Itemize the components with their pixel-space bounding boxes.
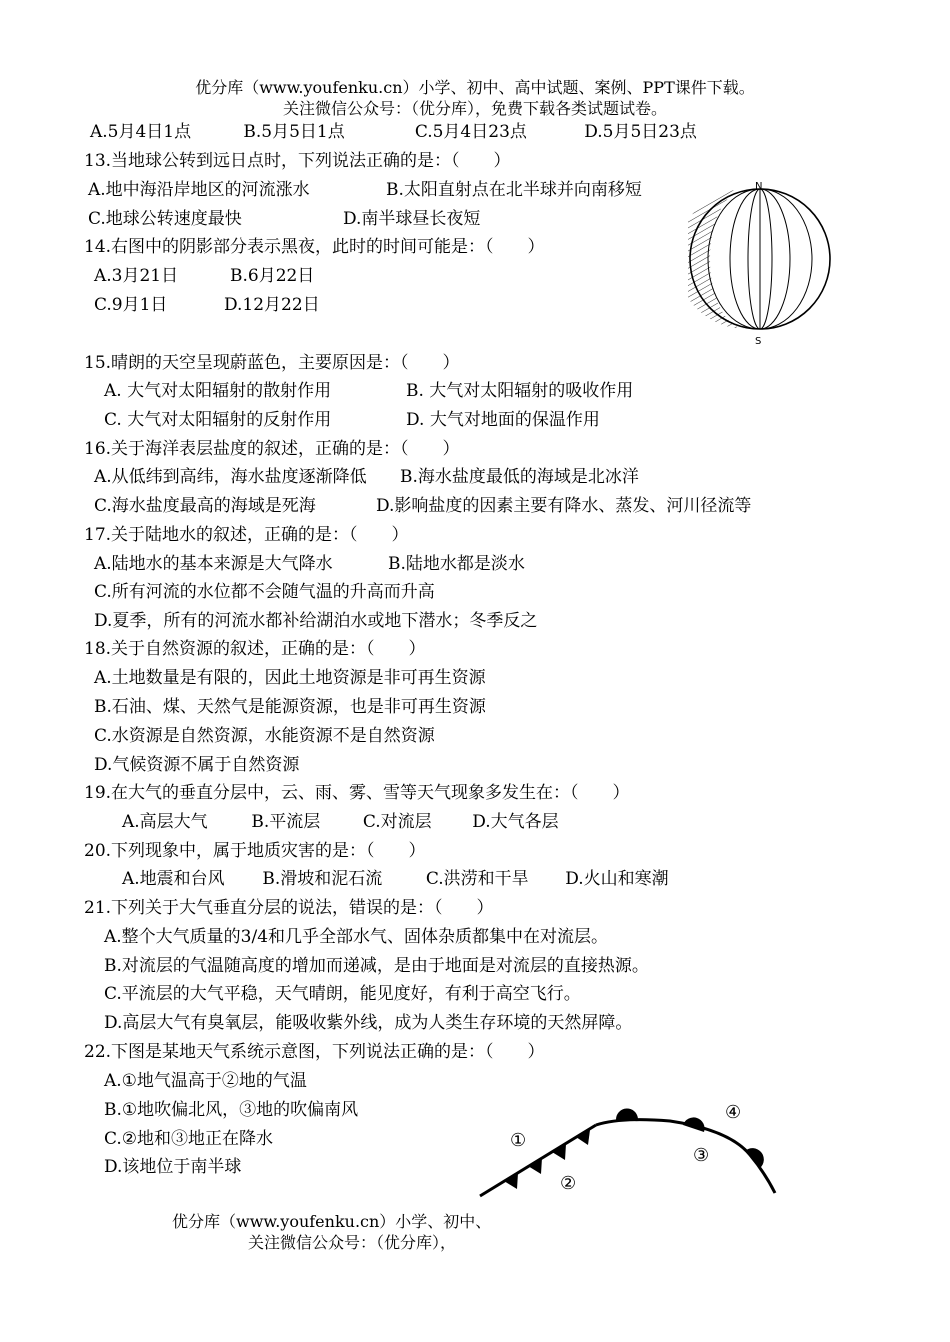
q17-option-a: A.陆地水的基本来源是大气降水 — [94, 554, 333, 574]
q20-stem: 20.下列现象中，属于地质灾害的是：（ ） — [84, 841, 426, 861]
q19-options — [122, 811, 559, 833]
q15-option-a: A. 大气对太阳辐射的散射作用 — [104, 381, 332, 401]
q16-stem: 16.关于海洋表层盐度的叙述，正确的是：（ ） — [84, 439, 460, 459]
south-label: S — [755, 336, 762, 347]
header-line-1: 优分库（www.youfenku.cn）小学、初中、高中试题、案例、PPT课件下载。 — [195, 78, 755, 97]
q19-option-c: C.对流层 — [362, 812, 432, 832]
footer-line-1: 优分库（www.youfenku.cn）小学、初中、 — [172, 1212, 492, 1231]
q17-option-d: D.夏季，所有的河流水都补给湖泊水或地下潜水；冬季反之 — [94, 611, 538, 631]
q18-stem: 18.关于自然资源的叙述，正确的是：（ ） — [84, 639, 426, 659]
q19-option-d: D.大气各层 — [472, 812, 559, 832]
q22-option-b: B.①地吹偏北风，③地的吹偏南风 — [104, 1100, 359, 1120]
q15-option-d: D. 大气对地面的保温作用 — [406, 410, 600, 430]
q22-stem: 22.下图是某地天气系统示意图，下列说法正确的是：（ ） — [84, 1042, 545, 1062]
q21-option-c: C.平流层的大气平稳，天气晴朗，能见度好，有利于高空飞行。 — [104, 984, 581, 1004]
q14-option-b: B.6月22日 — [230, 266, 315, 286]
q18-option-b: B.石油、煤、天然气是能源资源，也是非可再生资源 — [94, 697, 486, 717]
q20-options — [122, 868, 669, 890]
q21-option-d: D.高层大气有臭氧层，能吸收紫外线，成为人类生存环境的天然屏障。 — [104, 1013, 633, 1033]
q19-stem: 19.在大气的垂直分层中，云、雨、雾、雪等天气现象多发生在：（ ） — [84, 783, 630, 803]
q19-option-a: A.高层大气 — [122, 812, 208, 832]
q20-option-a: A.地震和台风 — [122, 869, 225, 889]
point-3-label: ③ — [693, 1145, 710, 1166]
q20-option-d: D.火山和寒潮 — [565, 869, 669, 889]
q13-option-a: A.地中海沿岸地区的河流涨水 — [88, 180, 310, 200]
point-2-label: ② — [560, 1173, 577, 1194]
q15-option-c: C. 大气对太阳辐射的反射作用 — [104, 410, 332, 430]
q21-option-b: B.对流层的气温随高度的增加而递减，是由于地面是对流层的直接热源。 — [104, 956, 649, 976]
night-shading — [688, 189, 746, 329]
q21-option-a: A.整个大气质量的3/4和几乎全部水气、固体杂质都集中在对流层。 — [104, 927, 609, 947]
header-line-2: 关注微信公众号：（优分库），免费下载各类试题试卷。 — [282, 99, 667, 118]
footer-line-2: 关注微信公众号：（优分库）， — [248, 1233, 457, 1252]
globe-figure — [688, 178, 836, 348]
q16-option-a: A.从低纬到高纬，海水盐度逐渐降低 — [94, 467, 367, 487]
q22-option-c: C.②地和③地正在降水 — [104, 1129, 274, 1149]
north-label: N — [755, 181, 763, 192]
q13-option-d: D.南半球昼长夜短 — [343, 209, 481, 229]
warm-front-bump-3 — [745, 1148, 764, 1168]
warm-front-bump-1 — [616, 1108, 638, 1120]
q14-option-c: C.9月1日 — [94, 295, 168, 315]
warm-front-bump-2 — [683, 1117, 705, 1132]
q14-option-d: D.12月22日 — [224, 295, 320, 315]
q16-option-d: D.影响盐度的因素主要有降水、蒸发、河川径流等 — [376, 496, 752, 516]
q18-option-c: C.水资源是自然资源，水能资源不是自然资源 — [94, 726, 435, 746]
q20-option-b: B.滑坡和泥石流 — [262, 869, 383, 889]
q12-option-c: C.5月4日23点 — [414, 122, 527, 142]
q18-option-a: A.土地数量是有限的，因此土地资源是非可再生资源 — [94, 668, 486, 688]
q16-option-b: B.海水盐度最低的海域是北冰洋 — [400, 467, 639, 487]
q12-options — [90, 121, 697, 143]
q13-stem: 13.当地球公转到远日点时，下列说法正确的是：（ ） — [84, 151, 511, 171]
q17-option-c: C.所有河流的水位都不会随气温的升高而升高 — [94, 582, 435, 602]
q12-option-a: A.5月4日1点 — [90, 122, 192, 142]
q12-option-d: D.5月5日23点 — [584, 122, 697, 142]
q22-option-a: A.①地气温高于②地的气温 — [104, 1071, 307, 1091]
q12-option-b: B.5月5日1点 — [243, 122, 345, 142]
q19-option-b: B.平流层 — [251, 812, 321, 832]
q17-stem: 17.关于陆地水的叙述，正确的是：（ ） — [84, 525, 409, 545]
q20-option-c: C.洪涝和干旱 — [425, 869, 529, 889]
point-4-label: ④ — [725, 1102, 742, 1123]
q18-option-d: D.气候资源不属于自然资源 — [94, 755, 300, 775]
q21-stem: 21.下列关于大气垂直分层的说法，错误的是：（ ） — [84, 898, 494, 918]
cold-front-triangle-2 — [528, 1158, 542, 1174]
warm-front-line — [596, 1120, 775, 1193]
q14-option-a: A.3月21日 — [94, 266, 179, 286]
q17-option-b: B.陆地水都是淡水 — [388, 554, 525, 574]
q22-option-d: D.该地位于南半球 — [104, 1157, 242, 1177]
point-1-label: ① — [510, 1130, 527, 1151]
q16-option-c: C.海水盐度最高的海域是死海 — [94, 496, 316, 516]
q13-option-c: C.地球公转速度最快 — [88, 209, 242, 229]
q13-option-b: B.太阳直射点在北半球并向南移短 — [386, 180, 642, 200]
q14-stem: 14.右图中的阴影部分表示黑夜，此时的时间可能是：（ ） — [84, 237, 545, 257]
q15-option-b: B. 大气对太阳辐射的吸收作用 — [406, 381, 634, 401]
q15-stem: 15.晴朗的天空呈现蔚蓝色，主要原因是：（ ） — [84, 353, 460, 373]
